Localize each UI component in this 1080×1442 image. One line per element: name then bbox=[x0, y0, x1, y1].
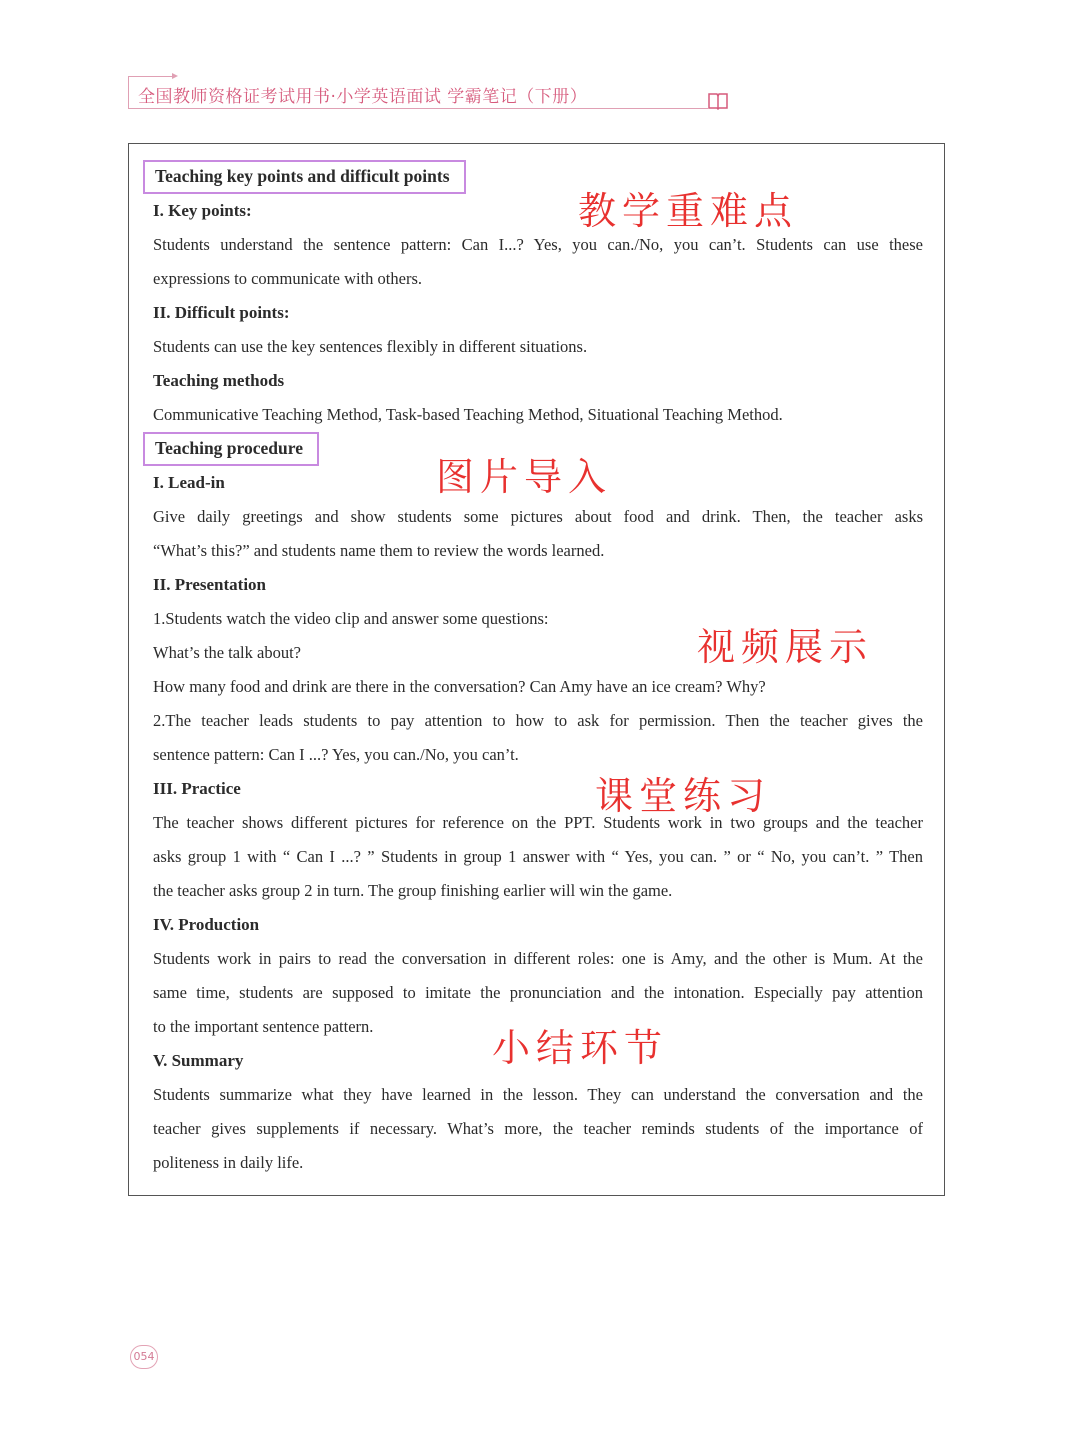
key-points-line-1: Students understand the sentence pattern: Can I...? Yes, you can./No, you can’t. Students can use these bbox=[153, 235, 923, 254]
summary-title: V. Summary bbox=[153, 1051, 244, 1070]
key-points-line-2: expressions to communicate with others. bbox=[153, 269, 422, 288]
summary-line-1: Students summarize what they have learned in the lesson. They can understand the conversation and the bbox=[153, 1085, 923, 1104]
annotation-practice: 课堂练习 bbox=[595, 774, 772, 818]
header-rule-left bbox=[128, 76, 129, 108]
open-book-icon bbox=[708, 92, 728, 110]
annotation-key-points: 教学重难点 bbox=[578, 189, 799, 233]
annotation-presentation: 视频展示 bbox=[697, 625, 874, 669]
presentation-title: II. Presentation bbox=[153, 575, 267, 594]
methods-line-1: Communicative Teaching Method, Task-based Teaching Method, Situational Teaching Method. bbox=[153, 405, 783, 424]
lead-in-title: I. Lead-in bbox=[153, 473, 225, 492]
book-title: 全国教师资格证考试用书·小学英语面试 学霸笔记（下册） bbox=[138, 87, 588, 107]
presentation-line-1: 1.Students watch the video clip and answer some questions: bbox=[153, 609, 549, 628]
annotation-lead-in: 图片导入 bbox=[436, 455, 613, 499]
practice-line-1: The teacher shows different pictures for reference on the PPT. Students work in two groups and the teacher bbox=[153, 813, 923, 832]
practice-title: III. Practice bbox=[153, 779, 241, 798]
production-line-1: Students work in pairs to read the conversation in different roles: one is Amy, and the other is Mum. At the bbox=[153, 949, 923, 968]
difficult-points-line-1: Students can use the key sentences flexibly in different situations. bbox=[153, 337, 588, 356]
presentation-line-5: sentence pattern: Can I ...? Yes, you can./No, you can’t. bbox=[153, 745, 519, 764]
summary-line-2: teacher gives supplements if necessary. What’s more, the teacher reminds students of the importance of bbox=[153, 1119, 923, 1138]
difficult-points-title: II. Difficult points: bbox=[153, 303, 290, 322]
presentation-line-3: How many food and drink are there in the conversation? Can Amy have an ice cream? Why? bbox=[153, 677, 766, 696]
lead-in-line-1: Give daily greetings and show students some pictures about food and drink. Then, the teacher asks bbox=[153, 507, 923, 526]
summary-line-3: politeness in daily life. bbox=[153, 1153, 304, 1172]
header-arrow bbox=[172, 73, 178, 79]
practice-line-2: asks group 1 with “ Can I ...? ” Students in group 1 answer with “ Yes, you can. ” or “ No, you can’t. ” Then bbox=[153, 847, 923, 866]
page-header bbox=[128, 76, 728, 110]
presentation-line-4: 2.The teacher leads students to pay attention to how to ask for permission. Then the teacher gives the bbox=[153, 711, 923, 730]
practice-line-3: the teacher asks group 2 in turn. The group finishing earlier will win the game. bbox=[153, 881, 673, 900]
lead-in-line-2: “What’s this?” and students name them to review the words learned. bbox=[153, 541, 605, 560]
header-rule-bottom bbox=[128, 108, 708, 109]
production-title: IV. Production bbox=[153, 915, 260, 934]
key-points-title: I. Key points: bbox=[153, 201, 252, 220]
production-line-3: to the important sentence pattern. bbox=[153, 1017, 374, 1036]
presentation-line-2: What’s the talk about? bbox=[153, 643, 301, 662]
heading-key-difficult: Teaching key points and difficult points bbox=[143, 160, 466, 194]
header-rule-top bbox=[128, 76, 176, 77]
heading-procedure: Teaching procedure bbox=[143, 432, 319, 466]
methods-title: Teaching methods bbox=[153, 371, 285, 390]
production-line-2: same time, students are supposed to imitate the pronunciation and the intonation. Especially pay attention bbox=[153, 983, 923, 1002]
page-number: 054 bbox=[130, 1345, 158, 1369]
annotation-summary: 小结环节 bbox=[492, 1026, 669, 1070]
key-heading-row bbox=[153, 160, 923, 194]
